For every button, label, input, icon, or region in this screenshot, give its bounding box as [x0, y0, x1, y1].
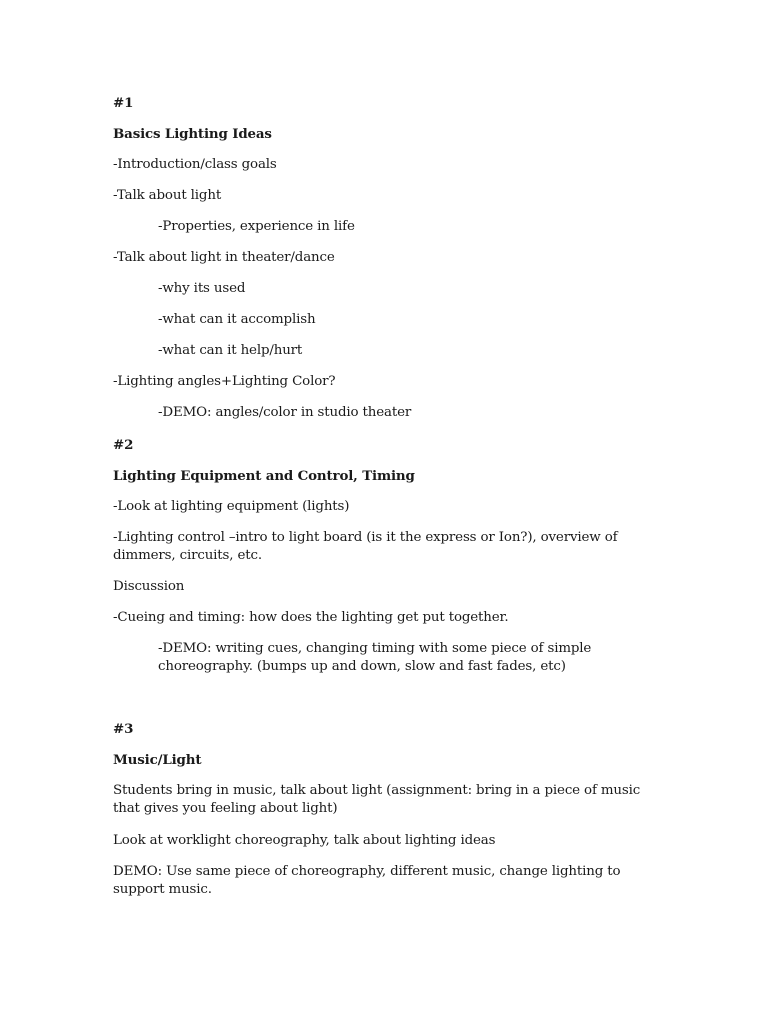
section-2-title: Lighting Equipment and Control, Timing	[113, 468, 415, 484]
list-item: -Cueing and timing: how does the lighting get put together.	[113, 610, 509, 625]
list-subitem: -DEMO: writing cues, changing timing with some piece of simple choreography. (bumps up and down, slow and fast fades, etc)	[158, 641, 592, 674]
section-3-title: Music/Light	[113, 752, 202, 768]
list-item: Look at worklight choreography, talk about lighting ideas	[113, 833, 496, 848]
list-subitem: -why its used	[158, 281, 246, 296]
list-item: -Lighting control –intro to light board (is it the express or Ion?), overview of dimmers, circuits, etc.	[113, 530, 618, 563]
section-1-title: Basics Lighting Ideas	[113, 126, 272, 142]
list-item: -Introduction/class goals	[113, 157, 277, 172]
list-item: -Talk about light	[113, 188, 222, 203]
list-subitem: -DEMO: angles/color in studio theater	[158, 405, 412, 420]
list-item: -Look at lighting equipment (lights)	[113, 499, 350, 514]
list-item: Discussion	[113, 579, 185, 594]
list-subitem: -what can it help/hurt	[158, 343, 303, 358]
list-subitem: -what can it accomplish	[158, 312, 316, 327]
section-3-number: #3	[113, 721, 134, 737]
list-subitem: -Properties, experience in life	[158, 219, 355, 234]
list-item: -Lighting angles+Lighting Color?	[113, 374, 336, 389]
list-item: Students bring in music, talk about light (assignment: bring in a piece of music that gives you feeling about light)	[113, 783, 641, 816]
section-1-number: #1	[113, 95, 134, 111]
section-2-number: #2	[113, 437, 134, 453]
list-item: DEMO: Use same piece of choreography, different music, change lighting to support music.	[113, 864, 621, 897]
list-item: -Talk about light in theater/dance	[113, 250, 335, 265]
